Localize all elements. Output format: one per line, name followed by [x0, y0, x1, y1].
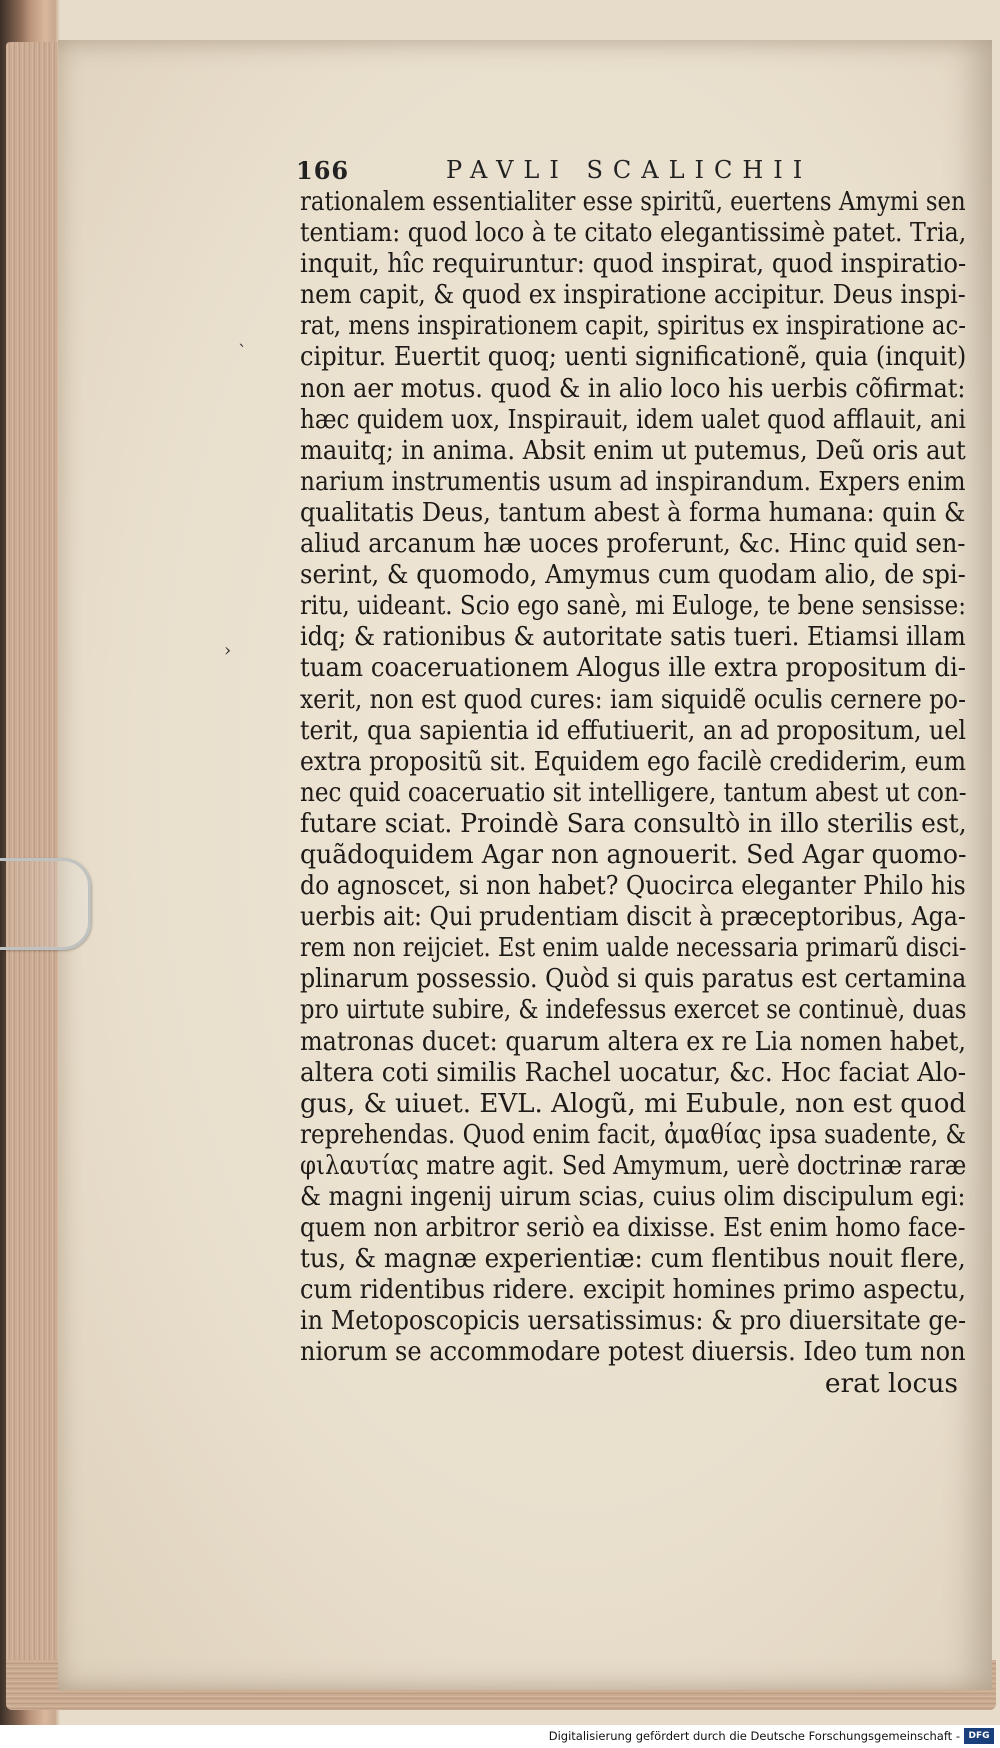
text-line: rationalem essentialiter esse spiritũ, euertens Amymi sen	[300, 186, 966, 217]
paper-clip	[0, 858, 91, 950]
funding-note: Digitalisierung gefördert durch die Deutsche Forschungsgemeinschaft -	[548, 1729, 960, 1743]
text-line: qualitatis Deus, tantum abest à forma humana: quin &	[300, 496, 966, 528]
text-line: plinarum possessio. Quòd si quis paratus est certamina	[300, 963, 967, 995]
text-line: in Metoposcopicis uersatissimus: & pro diuersitate ge-	[300, 1305, 967, 1337]
text-line: rem non reijciet. Est enim ualde necessaria primarũ disci-	[300, 932, 967, 964]
text-line: rat, mens inspirationem capit, spiritus ex inspiratione ac-	[300, 310, 967, 342]
text-line: & magni ingenij uirum scias, cuius olim discipulum egi:	[300, 1181, 966, 1212]
text-line: nec quid coaceruatio sit intelligere, tantum abest ut con-	[300, 776, 967, 808]
text-line: nem capit, & quod ex inspiratione accipitur. Deus inspi-	[300, 279, 966, 311]
text-line: pro uirtute subire, & indefessus exercet se continuè, duas	[300, 994, 967, 1026]
page-number: 166	[296, 156, 350, 185]
text-line: aliud arcanum hæ uoces proferunt, &c. Hinc quid sen-	[300, 528, 966, 560]
text-line: terit, qua sapientia id effutiuerit, an ad propositum, uel	[300, 714, 966, 746]
text-line: niorum se accommodare potest diuersis. Ideo tum non	[300, 1336, 966, 1368]
text-line: do agnoscet, si non habet? Quocirca eleganter Philo his	[300, 870, 966, 902]
text-line: hæc quidem uox, Inspirauit, idem ualet quod afflauit, ani	[300, 403, 966, 435]
text-line: extra propositũ sit. Equidem ego facilè crediderim, eum	[300, 745, 966, 777]
text-line: quãdoquidem Agar non agnouerit. Sed Agar quomo-	[300, 838, 967, 870]
text-line: tuam coaceruationem Alogus ille extra propositum di-	[300, 652, 966, 684]
text-line: tentiam: quod loco à te citato elegantissimè patet. Tria,	[300, 217, 967, 249]
text-line: narium instrumentis usum ad inspirandum. Expers enim	[300, 465, 966, 497]
text-line: futare sciat. Proindè Sara consultò in illo sterilis est,	[300, 807, 967, 839]
text-line: altera coti similis Rachel uocatur, &c. Hoc faciat Alo-	[300, 1056, 967, 1088]
page-header	[296, 156, 976, 190]
text-line: φιλαυτίας matre agit. Sed Amymum, uerè doctrinæ raræ	[300, 1149, 967, 1181]
text-line: quem non arbitror seriò ea dixisse. Est enim homo face-	[300, 1212, 966, 1244]
dfg-logo: DFG	[964, 1728, 994, 1744]
text-line: cipitur. Euertit quoq; uenti significationẽ, quia (inquit)	[300, 341, 967, 373]
digitization-footer	[0, 1725, 1000, 1748]
text-line: ritu, uideant. Scio ego sanè, mi Euloge, te bene sensisse:	[300, 590, 967, 622]
margin-mark: ˋ	[238, 342, 247, 363]
body-text	[300, 186, 970, 1399]
text-line: idq; & rationibus & autoritate satis tueri. Etiamsi illam	[300, 621, 966, 653]
text-line: xerit, non est quod cures: iam siquidẽ oculis cernere po-	[300, 683, 966, 715]
text-line: non aer motus. quod & in alio loco his uerbis cõfirmat:	[300, 372, 966, 404]
text-line: tus, & magnæ experientiæ: cum flentibus nouit flere,	[300, 1243, 966, 1275]
text-line: matronas ducet: quarum altera ex re Lia nomen habet,	[300, 1025, 966, 1057]
text-line: serint, & quomodo, Amymus cum quodam alio, de spi-	[300, 559, 966, 591]
running-head: PAVLI SCALICHII	[446, 156, 813, 184]
text-line: mauitq; in anima. Absit enim ut putemus, Deũ oris aut	[300, 434, 966, 466]
text-line: cum ridentibus ridere. excipit homines primo aspectu,	[300, 1274, 966, 1306]
text-line: uerbis ait: Qui prudentiam discit à præceptoribus, Aga-	[300, 901, 966, 933]
margin-mark: ›	[224, 640, 232, 661]
text-line: reprehendas. Quod enim facit, ἀμαθίας ipsa suadente, &	[300, 1118, 967, 1150]
text-line: gus, & uiuet. EVL. Alogũ, mi Eubule, non est quod	[300, 1087, 967, 1119]
text-line: inquit, hîc requiruntur: quod inspirat, quod inspiratio-	[300, 248, 967, 280]
catchword: erat locus	[824, 1367, 958, 1399]
